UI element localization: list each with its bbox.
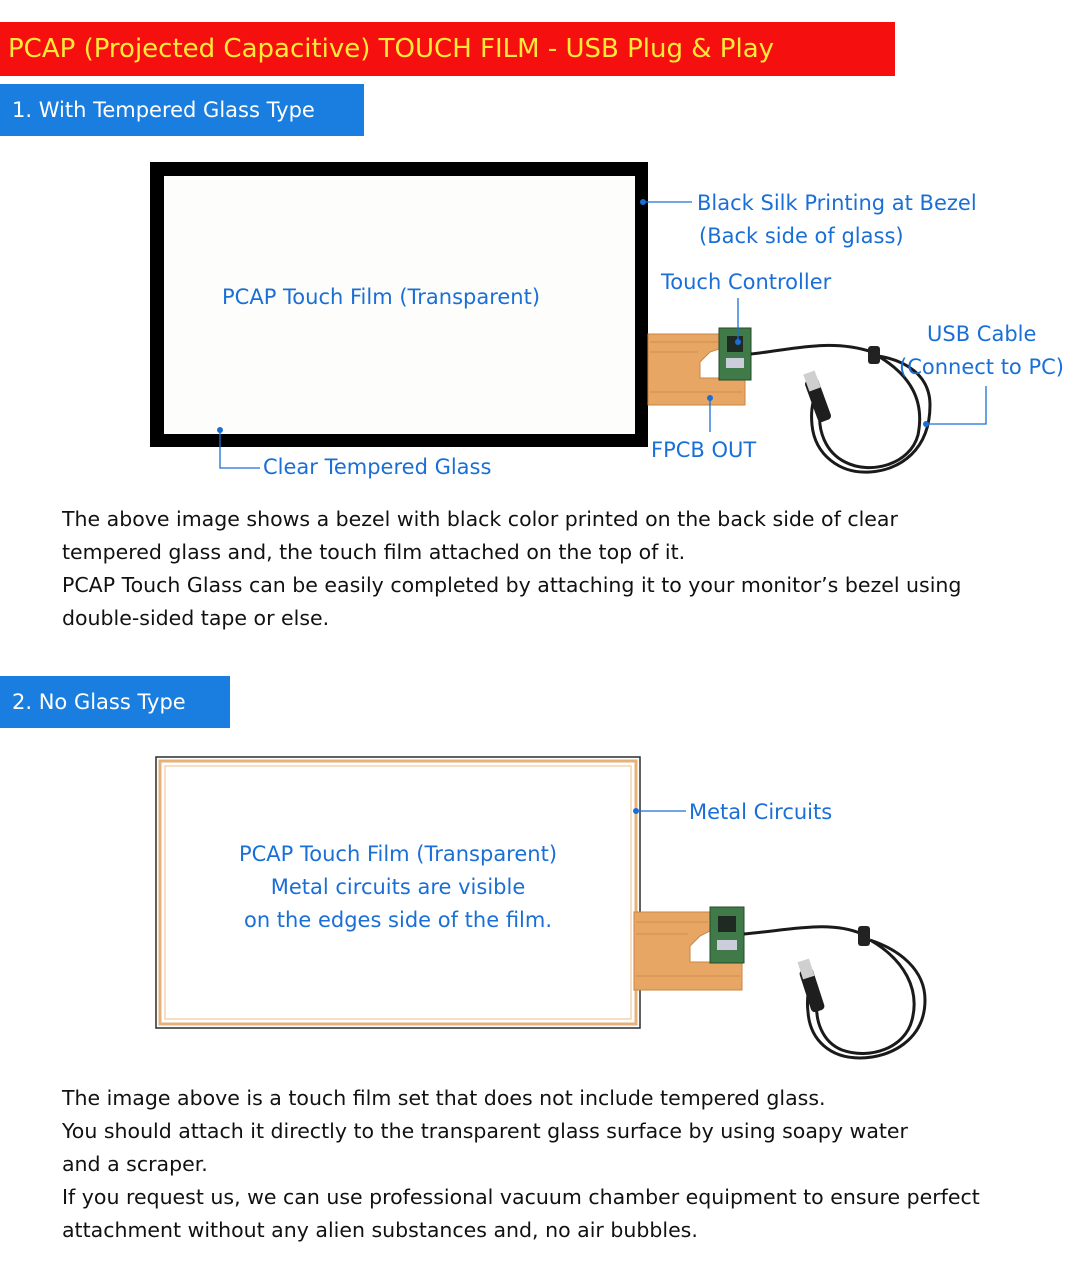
usb-plug-2: [798, 959, 826, 1014]
usb-plug-1: [803, 370, 832, 423]
paragraph-line: attachment without any alien substances and, no air bubbles.: [62, 1218, 698, 1242]
label-touch-film: PCAP Touch Film (Transparent): [222, 285, 541, 309]
touch-controller-board-2: [710, 907, 744, 963]
section-tab-tempered-glass: 1. With Tempered Glass Type: [0, 84, 364, 136]
paragraph-line: The above image shows a bezel with black color printed on the back side of clear: [62, 507, 898, 531]
paragraph-line: If you request us, we can use professional vacuum chamber equipment to ensure perfect: [62, 1185, 980, 1209]
paragraph-line: The image above is a touch film set that does not include tempered glass.: [62, 1086, 826, 1110]
paragraph-line: tempered glass and, the touch film attached on the top of it.: [62, 540, 686, 564]
label-touch-controller: Touch Controller: [661, 270, 832, 294]
label-back-side-of-glass: (Back side of glass): [699, 224, 904, 248]
ferrite-core-1: [868, 346, 880, 364]
leader-dot-2: [633, 808, 639, 814]
touch-controller-board-1: [719, 328, 751, 380]
label-film-line-1: PCAP Touch Film (Transparent): [238, 842, 558, 866]
section-tab-no-glass: 2. No Glass Type: [0, 676, 230, 728]
paragraph-line: double-sided tape or else.: [62, 606, 330, 630]
paragraph-line: You should attach it directly to the transparent glass surface by using soapy water: [62, 1119, 908, 1143]
label-fpcb-out: FPCB OUT: [651, 438, 757, 462]
paragraph-line: PCAP Touch Glass can be easily completed by attaching it to your monitor’s bezel using: [62, 573, 962, 597]
usb-cable-2: [744, 927, 925, 1058]
label-usb-cable: USB Cable: [927, 322, 1037, 346]
paragraph-line: and a scraper.: [62, 1152, 208, 1176]
page-title: PCAP (Projected Capacitive) TOUCH FILM - USB Plug & Play: [0, 22, 895, 76]
ferrite-core-2: [858, 926, 870, 946]
label-black-silk-printing: Black Silk Printing at Bezel: [697, 191, 977, 215]
label-connect-to-pc: (Connect to PC): [899, 355, 1064, 379]
label-metal-circuits: Metal Circuits: [689, 800, 833, 824]
label-film-line-2: Metal circuits are visible: [270, 875, 526, 899]
label-clear-tempered-glass: Clear Tempered Glass: [263, 455, 492, 479]
label-film-line-3: on the edges side of the film.: [243, 908, 553, 932]
